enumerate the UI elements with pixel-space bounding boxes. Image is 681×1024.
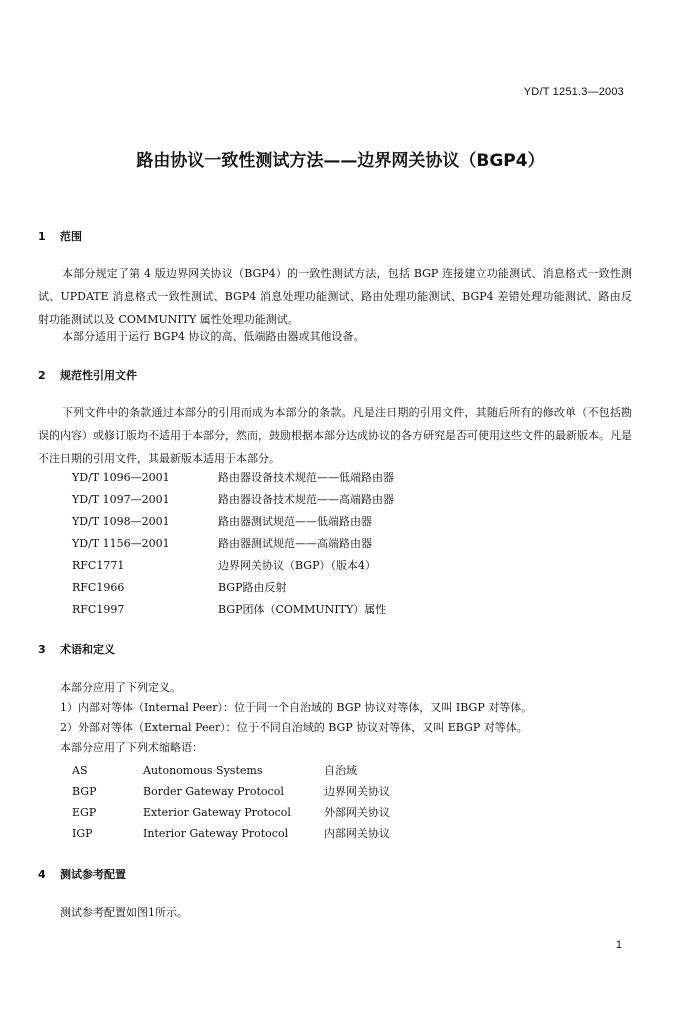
- reference-row: [72, 555, 376, 577]
- page-number: 1: [615, 939, 622, 951]
- definition-item: 2）外部对等体（External Peer）：位于不同自治域的 BGP 协议对等体，又叫 EBGP 对等体。: [60, 721, 528, 734]
- section-title: 规范性引用文件: [60, 369, 137, 382]
- reference-title: BGP路由反射: [218, 581, 287, 594]
- reference-row: [72, 467, 394, 489]
- abbreviation-chinese: 边界网关协议: [324, 785, 390, 798]
- reference-code: YD/T 1096—2001: [72, 471, 170, 484]
- section-2-heading: [38, 367, 137, 383]
- section-1-paragraph: 本部分适用于运行 BGP4 协议的高、低端路由器或其他设备。: [62, 330, 365, 343]
- reference-title: 路由器测试规范——低端路由器: [218, 515, 372, 528]
- section-title: 测试参考配置: [60, 868, 126, 881]
- reference-title: 边界网关协议（BGP）（版本4）: [218, 559, 376, 572]
- reference-title: BGP团体（COMMUNITY）属性: [218, 603, 387, 616]
- reference-code: YD/T 1098—2001: [72, 515, 170, 528]
- abbreviation-english: Exterior Gateway Protocol: [143, 806, 291, 819]
- section-number: 2: [38, 369, 46, 382]
- abbreviation: BGP: [72, 785, 97, 798]
- section-number: 4: [38, 868, 46, 881]
- reference-title: 路由器测试规范——高端路由器: [218, 537, 372, 550]
- abbreviation: AS: [72, 764, 88, 777]
- reference-code: YD/T 1097—2001: [72, 493, 170, 506]
- abbreviation-english: Autonomous Systems: [143, 764, 263, 777]
- reference-row: [72, 489, 394, 511]
- section-1-paragraph: 本部分规定了第 4 版边界网关协议（BGP4）的一致性测试方法，包括 BGP 连接建立功能测试、消息格式一致性测试、UPDATE 消息格式一致性测试、BGP4 消息处理功能测试、路由处理功能测试、BGP4 差错处理功能测试、路由反射功能测试以及 COMMUNITY 属性处理功能测试。: [38, 267, 632, 326]
- reference-code: RFC1966: [72, 581, 125, 594]
- abbreviation-row: [72, 782, 390, 802]
- reference-row: [72, 533, 372, 555]
- abbreviation: IGP: [72, 827, 93, 840]
- abbreviation-english: Border Gateway Protocol: [143, 785, 284, 798]
- section-number: 1: [38, 230, 46, 243]
- reference-code: RFC1771: [72, 559, 125, 572]
- section-title: 范围: [60, 230, 82, 243]
- reference-row: [72, 577, 286, 599]
- abbreviation-row: [72, 761, 357, 781]
- reference-title: 路由器设备技术规范——低端路由器: [218, 471, 394, 484]
- abbreviations-intro: 本部分应用了下列术缩略语：: [60, 741, 203, 754]
- abbreviation-chinese: 自治域: [324, 764, 357, 777]
- reference-code: RFC1997: [72, 603, 125, 616]
- definitions-intro: 本部分应用了下列定义。: [60, 681, 181, 694]
- abbreviation-row: [72, 824, 390, 844]
- reference-title: 路由器设备技术规范——高端路由器: [218, 493, 394, 506]
- definition-item: 1）内部对等体（Internal Peer）：位于同一个自治域的 BGP 协议对等体，又叫 IBGP 对等体。: [60, 701, 533, 714]
- section-4-paragraph: 测试参考配置如图1所示。: [60, 906, 188, 919]
- section-title: 术语和定义: [60, 643, 115, 656]
- abbreviation-chinese: 内部网关协议: [324, 827, 390, 840]
- document-title: 路由协议一致性测试方法——边界网关协议（BGP4）: [136, 151, 545, 171]
- reference-row: [72, 599, 386, 621]
- abbreviation-english: Interior Gateway Protocol: [143, 827, 289, 840]
- abbreviation-row: [72, 803, 390, 823]
- section-3-heading: [38, 641, 115, 657]
- abbreviation: EGP: [72, 806, 97, 819]
- reference-code: YD/T 1156—2001: [72, 537, 170, 550]
- standard-code: YD/T 1251.3—2003: [523, 86, 624, 98]
- section-2-paragraph: 下列文件中的条款通过本部分的引用而成为本部分的条款。凡是注日期的引用文件，其随后所有的修改单（不包括勘误的内容）或修订版均不适用于本部分，然而，鼓励根据本部分达成协议的各方研究是否可使用这些文件的最新版本。凡是不注日期的引用文件，其最新版本适用于本部分。: [38, 406, 632, 465]
- section-number: 3: [38, 643, 46, 656]
- section-4-heading: [38, 866, 126, 882]
- abbreviation-chinese: 外部网关协议: [324, 806, 390, 819]
- section-1-heading: [38, 228, 82, 244]
- reference-row: [72, 511, 372, 533]
